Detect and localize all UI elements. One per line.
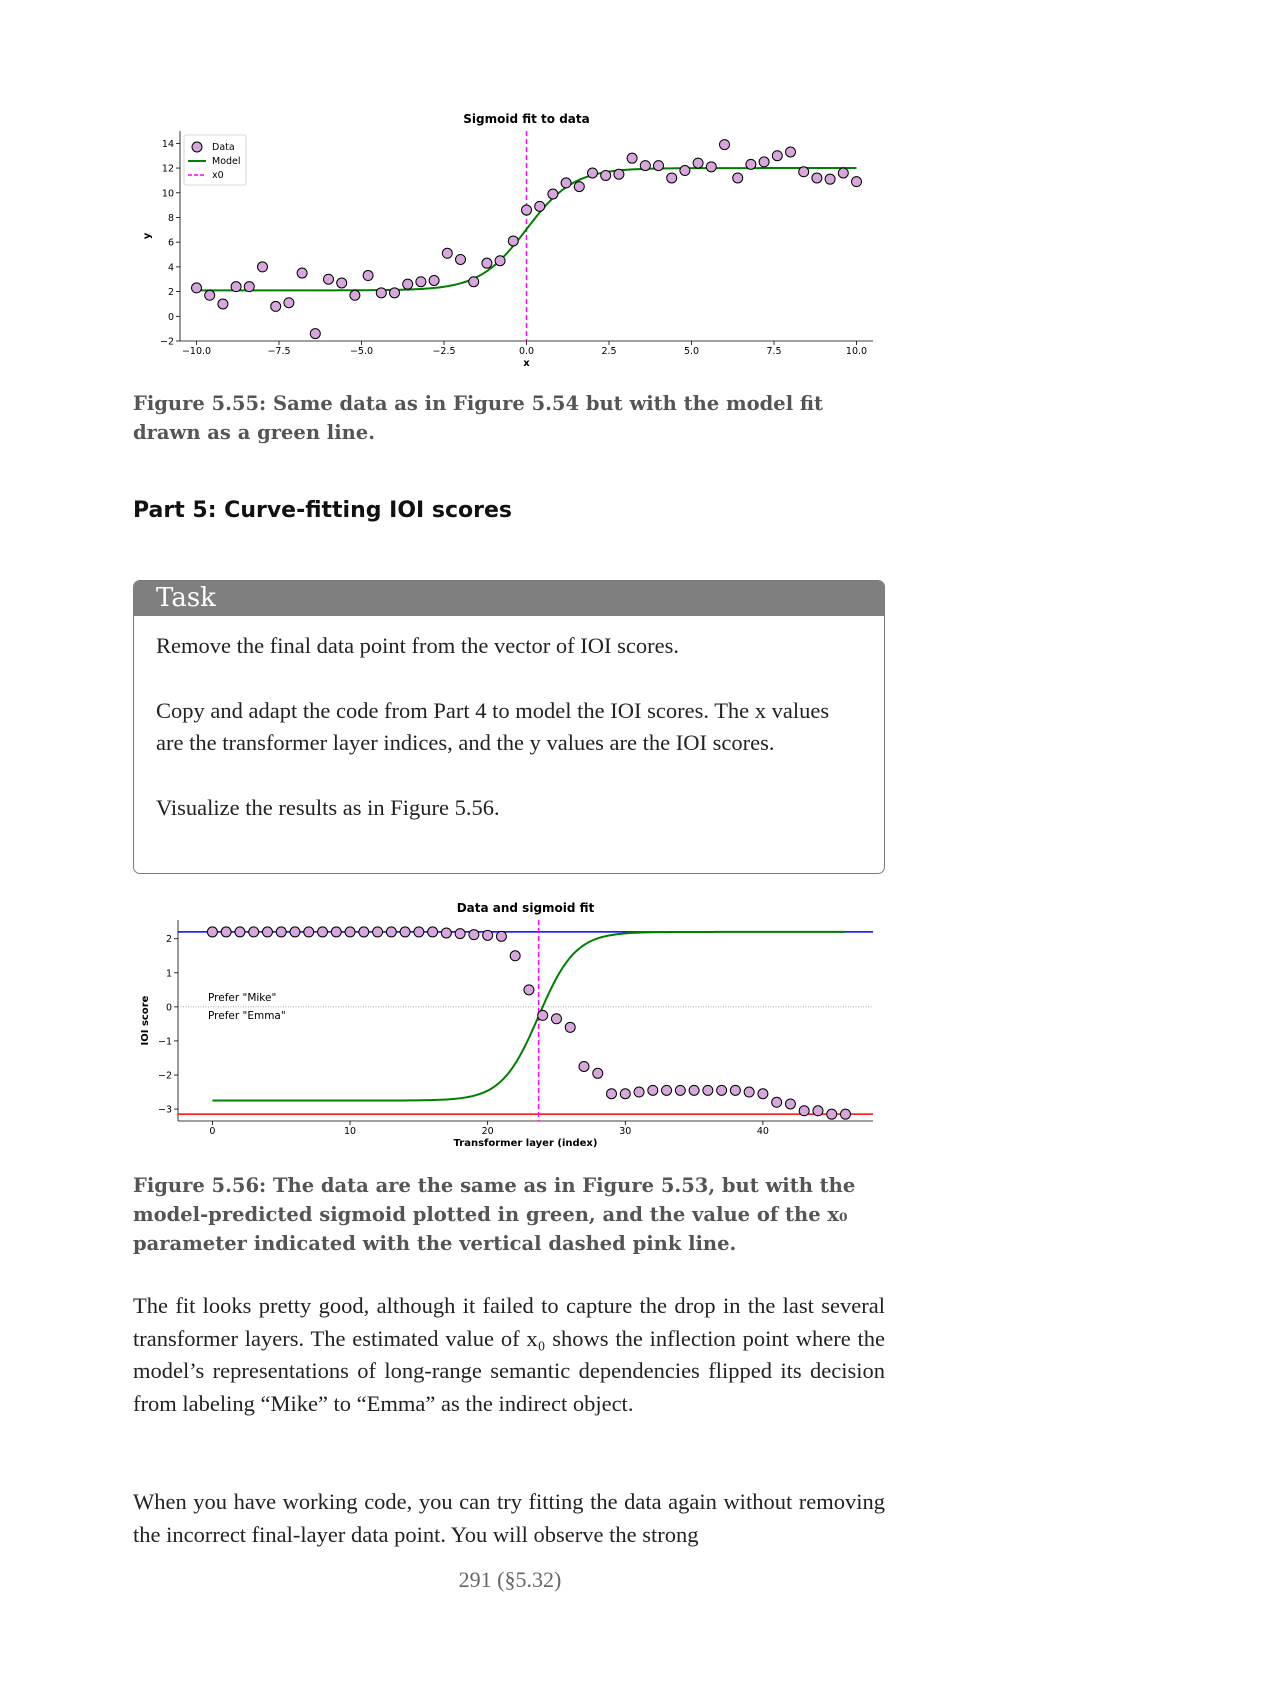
data-point xyxy=(627,153,637,163)
data-point xyxy=(249,927,259,937)
data-point xyxy=(244,282,254,292)
data-point xyxy=(376,288,386,298)
x-axis-label: Transformer layer (index) xyxy=(453,1138,598,1149)
body-paragraph-1: The fit looks pretty good, although it failed to capture the drop in the last several transformer layers. The estimated value of x₀ shows the inflection point where the model’s representations of long-range semantic dependencies flipped its decision from labeling “Mike” to “Emma” as the indirect object. xyxy=(133,1293,885,1416)
data-point xyxy=(785,1099,795,1109)
y-tick-label: 0 xyxy=(165,1002,172,1014)
data-point xyxy=(561,178,571,188)
data-point xyxy=(363,271,373,281)
y-tick-label: 6 xyxy=(167,237,174,249)
data-point xyxy=(812,173,822,183)
data-point xyxy=(746,159,756,169)
data-point xyxy=(304,927,314,937)
data-point xyxy=(400,927,410,937)
data-point xyxy=(654,161,664,171)
data-point xyxy=(337,278,347,288)
chart-title: Sigmoid fit to data xyxy=(463,112,590,126)
data-point xyxy=(689,1085,699,1095)
data-point xyxy=(414,927,424,937)
data-point xyxy=(290,927,300,937)
y-tick-label: 0 xyxy=(167,311,174,323)
data-point xyxy=(551,1014,561,1024)
chart-title: Data and sigmoid fit xyxy=(456,901,595,915)
data-point xyxy=(634,1087,644,1097)
data-point xyxy=(192,283,202,293)
x-axis-label: x xyxy=(523,358,530,369)
data-point xyxy=(758,1089,768,1099)
x-tick-label: −7.5 xyxy=(267,346,291,357)
data-point xyxy=(607,1089,617,1099)
data-point xyxy=(667,173,677,183)
data-point xyxy=(588,168,598,178)
data-point xyxy=(548,189,558,199)
data-point xyxy=(510,951,520,961)
data-point xyxy=(416,277,426,287)
figure-5-55-caption: Figure 5.55: Same data as in Figure 5.54 but with the model fit drawn as a green line. xyxy=(133,392,824,444)
data-point xyxy=(429,275,439,285)
data-point xyxy=(827,1109,837,1119)
y-tick-label: 12 xyxy=(161,163,174,175)
y-tick-label: 2 xyxy=(165,934,172,946)
data-point xyxy=(620,1089,630,1099)
data-point xyxy=(614,169,624,179)
data-point xyxy=(428,927,438,937)
data-point xyxy=(403,279,413,289)
x-tick-label: 20 xyxy=(481,1126,494,1137)
x-tick-label: −10.0 xyxy=(181,346,212,357)
data-point xyxy=(662,1085,672,1095)
data-point xyxy=(759,157,769,167)
section-title: Part 5: Curve-fitting IOI scores xyxy=(133,498,513,523)
data-point xyxy=(496,931,506,941)
data-point xyxy=(538,1010,548,1020)
data-point xyxy=(522,205,532,215)
y-axis-label: IOI score xyxy=(140,995,151,1046)
data-point xyxy=(524,985,534,995)
data-point xyxy=(390,288,400,298)
x-tick-label: 7.5 xyxy=(766,346,782,357)
data-point xyxy=(310,329,320,339)
x-tick-label: 10.0 xyxy=(845,346,868,357)
legend-marker-data xyxy=(192,142,202,152)
annotation-prefer-mike: Prefer "Mike" xyxy=(208,991,277,1004)
data-point xyxy=(441,928,451,938)
x-tick-label: −2.5 xyxy=(432,346,456,357)
x-tick-label: 40 xyxy=(756,1126,769,1137)
y-tick-label: −2 xyxy=(159,336,174,348)
x-tick-label: 5.0 xyxy=(683,346,700,357)
data-point xyxy=(442,248,452,258)
task-paragraph-1: Remove the final data point from the vector of IOI scores. xyxy=(156,633,679,658)
data-point xyxy=(799,1106,809,1116)
data-point xyxy=(648,1085,658,1095)
data-point xyxy=(706,162,716,172)
data-point xyxy=(720,140,730,150)
y-axis-label: y xyxy=(142,232,153,240)
data-point xyxy=(693,158,703,168)
data-point xyxy=(508,236,518,246)
data-point xyxy=(318,927,328,937)
data-point xyxy=(276,927,286,937)
data-point xyxy=(733,173,743,183)
data-point xyxy=(218,299,228,309)
x-tick-label: −5.0 xyxy=(349,346,374,357)
data-point xyxy=(359,927,369,937)
data-point xyxy=(271,301,281,311)
annotation-prefer-emma: Prefer "Emma" xyxy=(208,1009,286,1022)
y-tick-label: 2 xyxy=(167,287,174,299)
data-point xyxy=(838,168,848,178)
data-point xyxy=(221,927,231,937)
data-point xyxy=(825,174,835,184)
data-point xyxy=(786,147,796,157)
data-point xyxy=(601,170,611,180)
data-point xyxy=(852,177,862,187)
data-point xyxy=(593,1068,603,1078)
data-point xyxy=(772,151,782,161)
data-point xyxy=(205,290,215,300)
data-point xyxy=(703,1085,713,1095)
data-point xyxy=(331,927,341,937)
task-box xyxy=(133,580,885,874)
y-tick-label: 1 xyxy=(165,968,172,980)
data-point xyxy=(284,298,294,308)
data-point xyxy=(350,290,360,300)
x-tick-label: 0 xyxy=(209,1126,216,1137)
data-point xyxy=(744,1087,754,1097)
figure-5-56-caption: Figure 5.56: The data are the same as in Figure 5.53, but with the model-predicted sigmoid plotted in green, and the value of the x₀ parameter indicated with the vertical dashed pink line. xyxy=(133,1174,856,1255)
data-point xyxy=(258,262,268,272)
data-point xyxy=(386,927,396,937)
data-point xyxy=(813,1106,823,1116)
data-point xyxy=(799,167,809,177)
data-point xyxy=(262,927,272,937)
legend-label-model: Model xyxy=(212,156,241,167)
data-point xyxy=(456,254,466,264)
data-point xyxy=(574,182,584,192)
x-tick-label: 10 xyxy=(343,1126,357,1137)
data-point xyxy=(495,256,505,266)
data-point xyxy=(772,1097,782,1107)
data-point xyxy=(469,277,479,287)
task-paragraph-2: Copy and adapt the code from Part 4 to model the IOI scores. The x values are the transformer layer indices, and the y values are the IOI scores. xyxy=(156,697,830,755)
legend-label-data: Data xyxy=(212,142,235,153)
y-tick-label: −3 xyxy=(157,1104,172,1116)
data-point xyxy=(675,1085,685,1095)
data-point xyxy=(297,268,307,278)
data-point xyxy=(483,930,493,940)
y-tick-label: −2 xyxy=(157,1070,172,1082)
data-point xyxy=(579,1061,589,1071)
page-number: 291 (§5.32) xyxy=(458,1567,562,1592)
data-point xyxy=(565,1022,575,1032)
data-point xyxy=(469,930,479,940)
legend-label-x0: x0 xyxy=(212,170,224,181)
data-point xyxy=(640,161,650,171)
data-point xyxy=(373,927,383,937)
x-tick-label: 30 xyxy=(619,1126,632,1137)
data-point xyxy=(535,201,545,211)
figure-5-56-chart xyxy=(0,880,1287,1150)
data-point xyxy=(482,258,492,268)
data-point xyxy=(324,274,334,284)
data-point xyxy=(207,927,217,937)
data-point xyxy=(455,929,465,939)
data-point xyxy=(730,1085,740,1095)
data-point xyxy=(680,166,690,176)
y-tick-label: 10 xyxy=(161,188,174,200)
data-point xyxy=(717,1085,727,1095)
x-tick-label: 2.5 xyxy=(601,346,617,357)
figure-5-55-chart xyxy=(0,0,1287,390)
x-tick-label: 0.0 xyxy=(518,346,535,357)
data-point xyxy=(345,927,355,937)
y-tick-label: 8 xyxy=(167,212,174,224)
y-tick-label: 4 xyxy=(167,262,174,274)
body-paragraph-2: When you have working code, you can try fitting the data again without removing the incorrect final-layer data point. You will observe the strong xyxy=(133,1489,885,1547)
y-tick-label: −1 xyxy=(157,1036,172,1048)
data-point xyxy=(840,1109,850,1119)
data-point xyxy=(231,282,241,292)
task-heading: Task xyxy=(134,581,884,616)
data-point xyxy=(235,927,245,937)
task-paragraph-3: Visualize the results as in Figure 5.56. xyxy=(156,794,500,820)
y-tick-label: 14 xyxy=(161,138,174,150)
